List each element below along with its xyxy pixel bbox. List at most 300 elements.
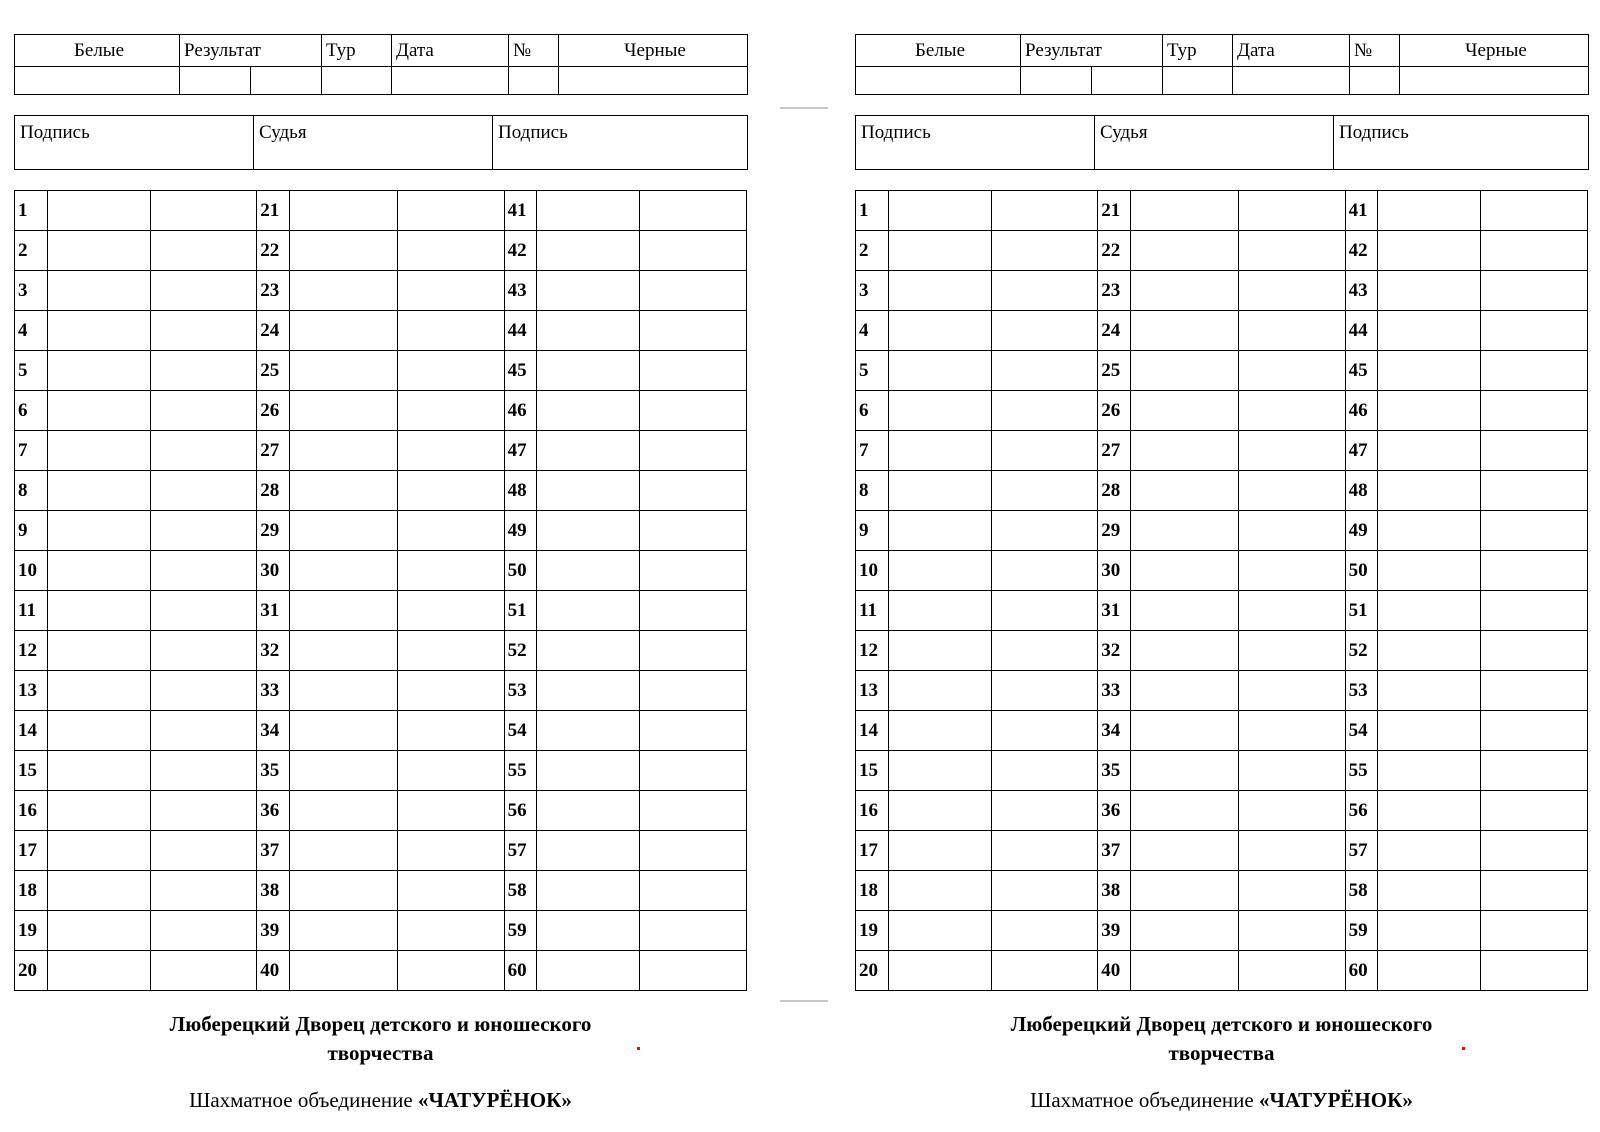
result-black-field[interactable]	[251, 67, 322, 95]
black-move-field[interactable]	[151, 911, 257, 951]
black-move-field[interactable]	[1481, 631, 1588, 671]
white-move-field[interactable]	[1378, 871, 1481, 911]
white-move-field[interactable]	[1378, 791, 1481, 831]
move-number: 34	[1098, 711, 1131, 751]
black-move-field[interactable]	[397, 711, 504, 751]
black-move-field[interactable]	[640, 791, 747, 831]
white-move-field[interactable]	[537, 671, 640, 711]
white-move-field[interactable]	[888, 751, 992, 791]
judge-signature-field[interactable]: Судья	[254, 116, 493, 170]
black-move-field[interactable]	[397, 871, 504, 911]
black-move-field[interactable]	[1481, 191, 1588, 231]
black-move-field[interactable]	[397, 791, 504, 831]
black-move-field[interactable]	[1481, 711, 1588, 751]
move-number: 51	[504, 591, 537, 631]
black-move-field[interactable]	[397, 511, 504, 551]
white-move-field[interactable]	[289, 511, 397, 551]
black-move-field[interactable]	[992, 551, 1098, 591]
white-move-field[interactable]	[888, 631, 992, 671]
white-move-field[interactable]	[1378, 711, 1481, 751]
white-move-field[interactable]	[537, 271, 640, 311]
black-move-field[interactable]	[640, 831, 747, 871]
black-move-field[interactable]	[640, 311, 747, 351]
white-move-field[interactable]	[888, 911, 992, 951]
black-move-field[interactable]	[992, 631, 1098, 671]
black-move-field[interactable]	[397, 351, 504, 391]
black-move-field[interactable]	[1481, 911, 1588, 951]
white-move-field[interactable]	[289, 471, 397, 511]
white-move-field[interactable]	[47, 591, 151, 631]
move-row	[15, 551, 747, 591]
white-move-field[interactable]	[1378, 271, 1481, 311]
white-move-field[interactable]	[1130, 911, 1238, 951]
white-move-field[interactable]	[888, 311, 992, 351]
white-move-field[interactable]	[47, 431, 151, 471]
white-signature-field[interactable]: Подпись	[15, 116, 254, 170]
move-number: 45	[1345, 351, 1378, 391]
white-move-field[interactable]	[888, 191, 992, 231]
black-move-field[interactable]	[640, 711, 747, 751]
white-player-label: Белые	[856, 35, 1021, 67]
black-move-field[interactable]	[1238, 431, 1345, 471]
white-move-field[interactable]	[289, 671, 397, 711]
black-move-field[interactable]	[151, 471, 257, 511]
black-move-field[interactable]	[992, 391, 1098, 431]
white-move-field[interactable]	[47, 551, 151, 591]
white-move-field[interactable]	[537, 711, 640, 751]
black-move-field[interactable]	[1481, 391, 1588, 431]
white-move-field[interactable]	[47, 831, 151, 871]
white-move-field[interactable]	[888, 391, 992, 431]
white-move-field[interactable]	[289, 631, 397, 671]
white-move-field[interactable]	[537, 951, 640, 991]
white-move-field[interactable]	[537, 191, 640, 231]
black-move-field[interactable]	[1238, 751, 1345, 791]
move-number: 14	[856, 711, 889, 751]
white-move-field[interactable]	[1130, 471, 1238, 511]
white-move-field[interactable]	[537, 351, 640, 391]
white-move-field[interactable]	[289, 831, 397, 871]
white-move-field[interactable]	[47, 271, 151, 311]
move-number: 29	[1098, 511, 1131, 551]
white-move-field[interactable]	[1378, 551, 1481, 591]
black-move-field[interactable]	[640, 751, 747, 791]
move-number: 24	[257, 311, 290, 351]
white-move-field[interactable]	[1130, 351, 1238, 391]
white-move-field[interactable]	[537, 391, 640, 431]
white-move-field[interactable]	[289, 711, 397, 751]
black-move-field[interactable]	[151, 951, 257, 991]
round-label: Тур	[322, 35, 392, 67]
white-move-field[interactable]	[1130, 591, 1238, 631]
move-row	[856, 791, 1588, 831]
white-move-field[interactable]	[47, 671, 151, 711]
number-field[interactable]	[509, 67, 559, 95]
black-move-field[interactable]	[151, 671, 257, 711]
white-move-field[interactable]	[1130, 711, 1238, 751]
black-move-field[interactable]	[151, 711, 257, 751]
move-number: 56	[504, 791, 537, 831]
white-move-field[interactable]	[1130, 391, 1238, 431]
white-move-field[interactable]	[47, 791, 151, 831]
judge-signature-field[interactable]: Судья	[1095, 116, 1334, 170]
black-move-field[interactable]	[397, 391, 504, 431]
black-move-field[interactable]	[151, 751, 257, 791]
black-move-field[interactable]	[1238, 391, 1345, 431]
white-move-field[interactable]	[289, 791, 397, 831]
black-move-field[interactable]	[151, 831, 257, 871]
white-move-field[interactable]	[537, 911, 640, 951]
move-row	[856, 551, 1588, 591]
move-number: 41	[504, 191, 537, 231]
black-move-field[interactable]	[640, 551, 747, 591]
black-move-field[interactable]	[992, 751, 1098, 791]
black-move-field[interactable]	[1238, 311, 1345, 351]
white-move-field[interactable]	[1130, 951, 1238, 991]
white-move-field[interactable]	[47, 351, 151, 391]
result-white-field[interactable]	[1021, 67, 1092, 95]
black-move-field[interactable]	[992, 471, 1098, 511]
white-move-field[interactable]	[289, 351, 397, 391]
black-move-field[interactable]	[151, 871, 257, 911]
black-move-field[interactable]	[1238, 271, 1345, 311]
black-move-field[interactable]	[397, 551, 504, 591]
white-move-field[interactable]	[47, 631, 151, 671]
white-move-field[interactable]	[289, 591, 397, 631]
fold-mark-top	[780, 107, 828, 109]
white-move-field[interactable]	[1378, 631, 1481, 671]
white-move-field[interactable]	[537, 471, 640, 511]
black-move-field[interactable]	[992, 351, 1098, 391]
black-move-field[interactable]	[1481, 431, 1588, 471]
white-move-field[interactable]	[47, 951, 151, 991]
black-move-field[interactable]	[1481, 551, 1588, 591]
black-move-field[interactable]	[1481, 351, 1588, 391]
black-move-field[interactable]	[640, 671, 747, 711]
move-number: 9	[15, 511, 48, 551]
black-move-field[interactable]	[640, 431, 747, 471]
black-move-field[interactable]	[151, 631, 257, 671]
move-row	[856, 391, 1588, 431]
white-move-field[interactable]	[289, 751, 397, 791]
white-move-field[interactable]	[47, 711, 151, 751]
white-move-field[interactable]	[289, 191, 397, 231]
black-move-field[interactable]	[1238, 471, 1345, 511]
move-number: 39	[257, 911, 290, 951]
white-move-field[interactable]	[47, 751, 151, 791]
white-move-field[interactable]	[289, 911, 397, 951]
black-move-field[interactable]	[1481, 751, 1588, 791]
white-move-field[interactable]	[537, 431, 640, 471]
black-move-field[interactable]	[151, 391, 257, 431]
white-move-field[interactable]	[1130, 751, 1238, 791]
result-white-field[interactable]	[180, 67, 251, 95]
black-move-field[interactable]	[992, 911, 1098, 951]
white-move-field[interactable]	[289, 951, 397, 991]
black-move-field[interactable]	[992, 511, 1098, 551]
white-move-field[interactable]	[47, 911, 151, 951]
number-field[interactable]	[1350, 67, 1400, 95]
move-number: 12	[856, 631, 889, 671]
date-field[interactable]	[392, 67, 509, 95]
black-player-field[interactable]	[559, 67, 748, 95]
black-move-field[interactable]	[992, 711, 1098, 751]
black-move-field[interactable]	[1238, 911, 1345, 951]
move-row	[856, 911, 1588, 951]
black-move-field[interactable]	[640, 631, 747, 671]
white-move-field[interactable]	[1378, 751, 1481, 791]
white-move-field[interactable]	[888, 951, 992, 991]
black-move-field[interactable]	[397, 831, 504, 871]
black-move-field[interactable]	[640, 911, 747, 951]
black-move-field[interactable]	[1481, 951, 1588, 991]
white-move-field[interactable]	[1378, 671, 1481, 711]
white-move-field[interactable]	[537, 511, 640, 551]
white-move-field[interactable]	[888, 551, 992, 591]
white-move-field[interactable]	[537, 871, 640, 911]
black-move-field[interactable]	[640, 471, 747, 511]
move-row	[856, 751, 1588, 791]
black-move-field[interactable]	[992, 871, 1098, 911]
white-move-field[interactable]	[537, 311, 640, 351]
move-number: 30	[1098, 551, 1131, 591]
black-move-field[interactable]	[1238, 671, 1345, 711]
move-number: 54	[504, 711, 537, 751]
black-move-field[interactable]	[992, 231, 1098, 271]
white-move-field[interactable]	[1378, 951, 1481, 991]
white-move-field[interactable]	[47, 311, 151, 351]
black-move-field[interactable]	[151, 311, 257, 351]
white-move-field[interactable]	[289, 311, 397, 351]
black-move-field[interactable]	[397, 951, 504, 991]
white-move-field[interactable]	[289, 391, 397, 431]
white-move-field[interactable]	[1130, 791, 1238, 831]
black-move-field[interactable]	[1481, 791, 1588, 831]
white-player-field[interactable]	[15, 67, 180, 95]
white-move-field[interactable]	[888, 591, 992, 631]
black-move-field[interactable]	[151, 431, 257, 471]
white-move-field[interactable]	[888, 271, 992, 311]
black-move-field[interactable]	[1481, 471, 1588, 511]
move-number: 48	[1345, 471, 1378, 511]
black-move-field[interactable]	[1238, 511, 1345, 551]
black-move-field[interactable]	[640, 391, 747, 431]
black-move-field[interactable]	[640, 191, 747, 231]
black-move-field[interactable]	[992, 831, 1098, 871]
white-move-field[interactable]	[888, 431, 992, 471]
black-move-field[interactable]	[640, 231, 747, 271]
black-move-field[interactable]	[1238, 791, 1345, 831]
black-move-field[interactable]	[397, 311, 504, 351]
black-move-field[interactable]	[1238, 831, 1345, 871]
black-move-field[interactable]	[640, 591, 747, 631]
white-move-field[interactable]	[1130, 631, 1238, 671]
black-move-field[interactable]	[151, 791, 257, 831]
white-move-field[interactable]	[1130, 311, 1238, 351]
move-number: 40	[1098, 951, 1131, 991]
move-row	[856, 871, 1588, 911]
white-move-field[interactable]	[1378, 431, 1481, 471]
black-move-field[interactable]	[151, 271, 257, 311]
white-move-field[interactable]	[289, 431, 397, 471]
club-line	[14, 1088, 747, 1113]
club-prefix: Шахматное объединение	[1030, 1088, 1259, 1112]
move-number: 24	[1098, 311, 1131, 351]
black-move-field[interactable]	[1238, 191, 1345, 231]
white-move-field[interactable]	[537, 791, 640, 831]
white-signature-field[interactable]: Подпись	[856, 116, 1095, 170]
white-move-field[interactable]	[1130, 551, 1238, 591]
black-move-field[interactable]	[397, 751, 504, 791]
white-move-field[interactable]	[1130, 231, 1238, 271]
black-move-field[interactable]	[1481, 311, 1588, 351]
black-move-field[interactable]	[1481, 271, 1588, 311]
white-player-field[interactable]	[856, 67, 1021, 95]
black-move-field[interactable]	[397, 431, 504, 471]
white-move-field[interactable]	[537, 631, 640, 671]
black-move-field[interactable]	[1238, 631, 1345, 671]
black-move-field[interactable]	[397, 231, 504, 271]
black-move-field[interactable]	[992, 431, 1098, 471]
white-move-field[interactable]	[1130, 671, 1238, 711]
black-move-field[interactable]	[640, 351, 747, 391]
club-name: «ЧАТУРЁНОК»	[1258, 1088, 1413, 1112]
black-move-field[interactable]	[397, 591, 504, 631]
black-move-field[interactable]	[1481, 671, 1588, 711]
black-move-field[interactable]	[397, 191, 504, 231]
white-move-field[interactable]	[537, 831, 640, 871]
white-move-field[interactable]	[47, 511, 151, 551]
white-move-field[interactable]	[289, 271, 397, 311]
white-move-field[interactable]	[888, 671, 992, 711]
result-black-field[interactable]	[1092, 67, 1163, 95]
white-move-field[interactable]	[47, 471, 151, 511]
white-move-field[interactable]	[1378, 471, 1481, 511]
move-row	[15, 751, 747, 791]
white-move-field[interactable]	[1378, 591, 1481, 631]
black-move-field[interactable]	[397, 631, 504, 671]
white-move-field[interactable]	[537, 231, 640, 271]
move-number: 57	[1345, 831, 1378, 871]
black-move-field[interactable]	[1481, 831, 1588, 871]
white-move-field[interactable]	[289, 231, 397, 271]
black-signature-field[interactable]: Подпись	[1334, 116, 1589, 170]
black-move-field[interactable]	[1238, 591, 1345, 631]
white-move-field[interactable]	[888, 231, 992, 271]
black-move-field[interactable]	[992, 271, 1098, 311]
white-move-field[interactable]	[1378, 351, 1481, 391]
black-move-field[interactable]	[1481, 591, 1588, 631]
white-move-field[interactable]	[47, 191, 151, 231]
white-move-field[interactable]	[1130, 831, 1238, 871]
black-move-field[interactable]	[992, 191, 1098, 231]
black-signature-field[interactable]: Подпись	[493, 116, 748, 170]
white-move-field[interactable]	[888, 511, 992, 551]
black-move-field[interactable]	[992, 311, 1098, 351]
white-move-field[interactable]	[537, 591, 640, 631]
move-number: 52	[1345, 631, 1378, 671]
black-move-field[interactable]	[1238, 711, 1345, 751]
black-move-field[interactable]	[640, 511, 747, 551]
white-move-field[interactable]	[47, 391, 151, 431]
move-number: 13	[856, 671, 889, 711]
move-number: 6	[15, 391, 48, 431]
white-move-field[interactable]	[537, 551, 640, 591]
white-move-field[interactable]	[888, 711, 992, 751]
date-field[interactable]	[1233, 67, 1350, 95]
black-move-field[interactable]	[992, 951, 1098, 991]
black-move-field[interactable]	[992, 791, 1098, 831]
white-move-field[interactable]	[888, 831, 992, 871]
white-move-field[interactable]	[1378, 311, 1481, 351]
black-move-field[interactable]	[151, 351, 257, 391]
white-move-field[interactable]	[888, 791, 992, 831]
black-move-field[interactable]	[397, 471, 504, 511]
white-move-field[interactable]	[537, 751, 640, 791]
round-field[interactable]	[1163, 67, 1233, 95]
black-move-field[interactable]	[151, 231, 257, 271]
black-move-field[interactable]	[1238, 351, 1345, 391]
move-number: 23	[257, 271, 290, 311]
white-move-field[interactable]	[1378, 391, 1481, 431]
black-move-field[interactable]	[151, 591, 257, 631]
move-number: 27	[1098, 431, 1131, 471]
move-row	[856, 431, 1588, 471]
black-player-field[interactable]	[1400, 67, 1589, 95]
black-move-field[interactable]	[1481, 511, 1588, 551]
black-move-field[interactable]	[1238, 231, 1345, 271]
white-move-field[interactable]	[1378, 191, 1481, 231]
white-move-field[interactable]	[1130, 511, 1238, 551]
black-move-field[interactable]	[1238, 551, 1345, 591]
black-move-field[interactable]	[640, 271, 747, 311]
move-row	[856, 231, 1588, 271]
move-number: 36	[1098, 791, 1131, 831]
black-move-field[interactable]	[992, 671, 1098, 711]
black-move-field[interactable]	[1238, 951, 1345, 991]
black-move-field[interactable]	[1481, 231, 1588, 271]
black-move-field[interactable]	[1238, 871, 1345, 911]
white-move-field[interactable]	[1378, 831, 1481, 871]
white-move-field[interactable]	[1378, 911, 1481, 951]
white-move-field[interactable]	[289, 871, 397, 911]
white-move-field[interactable]	[1378, 511, 1481, 551]
white-move-field[interactable]	[888, 351, 992, 391]
black-move-field[interactable]	[992, 591, 1098, 631]
white-move-field[interactable]	[888, 471, 992, 511]
round-field[interactable]	[322, 67, 392, 95]
white-move-field[interactable]	[1130, 191, 1238, 231]
black-move-field[interactable]	[151, 511, 257, 551]
black-move-field[interactable]	[151, 191, 257, 231]
white-move-field[interactable]	[1130, 871, 1238, 911]
white-move-field[interactable]	[1378, 231, 1481, 271]
black-move-field[interactable]	[640, 951, 747, 991]
black-move-field[interactable]	[397, 671, 504, 711]
black-move-field[interactable]	[640, 871, 747, 911]
black-move-field[interactable]	[151, 551, 257, 591]
black-move-field[interactable]	[397, 271, 504, 311]
white-move-field[interactable]	[47, 231, 151, 271]
black-move-field[interactable]	[397, 911, 504, 951]
white-move-field[interactable]	[1130, 431, 1238, 471]
white-move-field[interactable]	[47, 871, 151, 911]
white-move-field[interactable]	[289, 551, 397, 591]
move-number: 21	[257, 191, 290, 231]
white-move-field[interactable]	[1130, 271, 1238, 311]
black-move-field[interactable]	[1481, 871, 1588, 911]
white-move-field[interactable]	[888, 871, 992, 911]
